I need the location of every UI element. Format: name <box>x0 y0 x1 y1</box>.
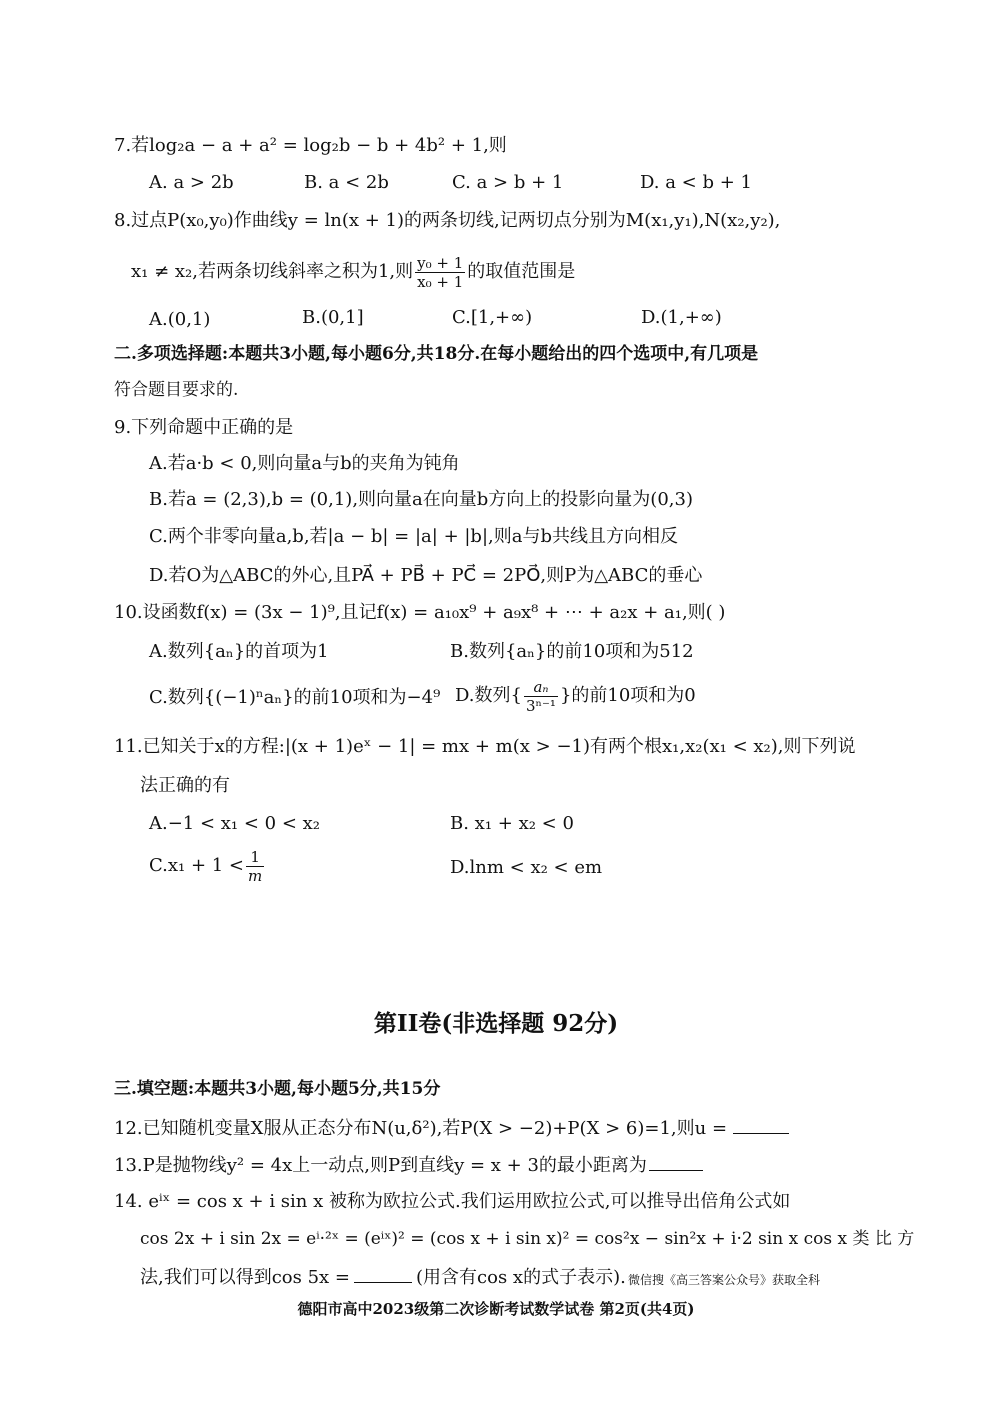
q8-fraction-denominator: x₀ + 1 <box>417 272 464 291</box>
q8-fraction-numerator: y₀ + 1 <box>417 253 464 272</box>
q7-option-a: A. a > 2b <box>149 172 234 193</box>
q11-option-c-numerator: 1 <box>246 848 264 867</box>
q9-stem: 9.下列命题中正确的是 <box>114 417 294 438</box>
q11-option-c-fraction <box>246 848 264 885</box>
q9-option-c: C.两个非零向量a,b,若|a − b| = |a| + |b|,则a与b共线且方向相反 <box>149 526 678 547</box>
watermark-note: 微信搜《高三答案公众号》获取全科 <box>628 1273 821 1287</box>
q8-option-b: B.(0,1] <box>302 307 364 328</box>
q13-line <box>114 1152 703 1178</box>
q8-option-d: D.(1,+∞) <box>641 307 722 328</box>
q8-fraction <box>415 254 465 291</box>
section2-line1: 二.多项选择题:本题共3小题,每小题6分,共18分.在每小题给出的四个选项中,有几项是 <box>114 344 759 364</box>
q13-stem: 13.P是抛物线y² = 4x上一动点,则P到直线y = x + 3的最小距离为 <box>114 1155 647 1176</box>
q7-option-b: B. a < 2b <box>304 172 389 193</box>
part2-title: 第II卷(非选择题 92分) <box>373 1010 619 1037</box>
q8-stem-line1: 8.过点P(x₀,y₀)作曲线y = ln(x + 1)的两条切线,记两切点分别为M(x₁,y₁),N(x₂,y₂), <box>114 210 781 231</box>
q14-answer-blank[interactable] <box>354 1264 412 1283</box>
q14-line3 <box>140 1264 626 1290</box>
q7-stem: 7.若log₂a − a + a² = log₂b − b + 4b² + 1,则 <box>114 135 507 156</box>
q10-option-b: B.数列{aₙ}的前10项和为512 <box>450 641 694 662</box>
q8-option-c: C.[1,+∞) <box>452 307 533 328</box>
q11-option-c-denominator: m <box>248 866 263 885</box>
q14-line1: 14. eⁱˣ = cos x + i sin x 被称为欧拉公式.我们运用欧拉公式,可以推导出倍角公式如 <box>114 1191 791 1212</box>
q14-line3-start: 法,我们可以得到cos 5x = <box>140 1267 351 1288</box>
section3-heading: 三.填空题:本题共3小题,每小题5分,共15分 <box>114 1079 441 1099</box>
q11-option-d: D.lnm < x₂ < em <box>450 857 603 878</box>
q9-option-a: A.若a·b < 0,则向量a与b的夹角为钝角 <box>149 453 460 474</box>
q10-option-a: A.数列{aₙ}的首项为1 <box>149 641 329 662</box>
q8-stem-line2-end: 的取值范围是 <box>467 261 576 282</box>
q9-option-b: B.若a = (2,3),b = (0,1),则向量a在向量b方向上的投影向量为(0,3) <box>149 489 693 510</box>
q7-option-d: D. a < b + 1 <box>640 172 752 193</box>
q10-stem: 10.设函数f(x) = (3x − 1)⁹,且记f(x) = a₁₀x⁹ + a₉x⁸ + ⋯ + a₂x + a₁,则( ) <box>114 602 726 623</box>
q10-option-d-end: }的前10项和为0 <box>559 685 696 706</box>
q11-option-c <box>149 846 266 886</box>
q10-option-d <box>455 676 696 716</box>
q10-option-d-denominator: 3ⁿ⁻¹ <box>525 696 556 715</box>
q12-answer-blank[interactable] <box>733 1115 789 1134</box>
q14-line2: cos 2x + i sin 2x = eⁱ·²ˣ = (eⁱˣ)² = (cos x + i sin x)² = cos²x − sin²x + i·2 sin x cos x 类 比 方 <box>140 1229 915 1249</box>
q11-option-a: A.−1 < x₁ < 0 < x₂ <box>149 813 321 834</box>
q11-option-c-start: C.x₁ + 1 < <box>149 855 245 876</box>
q7-option-c: C. a > b + 1 <box>452 172 564 193</box>
q8-stem-line2 <box>131 252 575 292</box>
q14-line3-end: (用含有cos x的式子表示). <box>416 1267 626 1288</box>
q10-option-d-numerator: aₙ <box>524 678 558 697</box>
q9-option-d: D.若O为△ABC的外心,且PA⃗ + PB⃗ + PC⃗ = 2PO⃗,则P为△ABC的垂心 <box>149 565 703 586</box>
q10-option-d-fraction <box>524 678 558 715</box>
q13-answer-blank[interactable] <box>649 1152 703 1171</box>
q8-option-a: A.(0,1) <box>149 309 211 330</box>
page-footer: 德阳市高中2023级第二次诊断考试数学试卷 第2页(共4页) <box>297 1300 695 1318</box>
q12-line <box>114 1115 789 1141</box>
section2-line2: 符合题目要求的. <box>114 380 239 400</box>
q11-option-b: B. x₁ + x₂ < 0 <box>450 813 574 834</box>
q12-stem: 12.已知随机变量X服从正态分布N(u,δ²),若P(X > −2)+P(X > 6)=1,则u = <box>114 1118 728 1139</box>
section2-heading <box>114 342 758 366</box>
q10-option-c: C.数列{(−1)ⁿaₙ}的前10项和为−4⁹ <box>149 687 441 708</box>
q11-stem-line2: 法正确的有 <box>140 775 230 796</box>
q11-stem-line1: 11.已知关于x的方程:|(x + 1)eˣ − 1| = mx + m(x > −1)有两个根x₁,x₂(x₁ < x₂),则下列说 <box>114 736 856 757</box>
q8-stem-line2-start: x₁ ≠ x₂,若两条切线斜率之积为1,则 <box>131 261 414 282</box>
q10-option-d-start: D.数列{ <box>455 685 522 706</box>
